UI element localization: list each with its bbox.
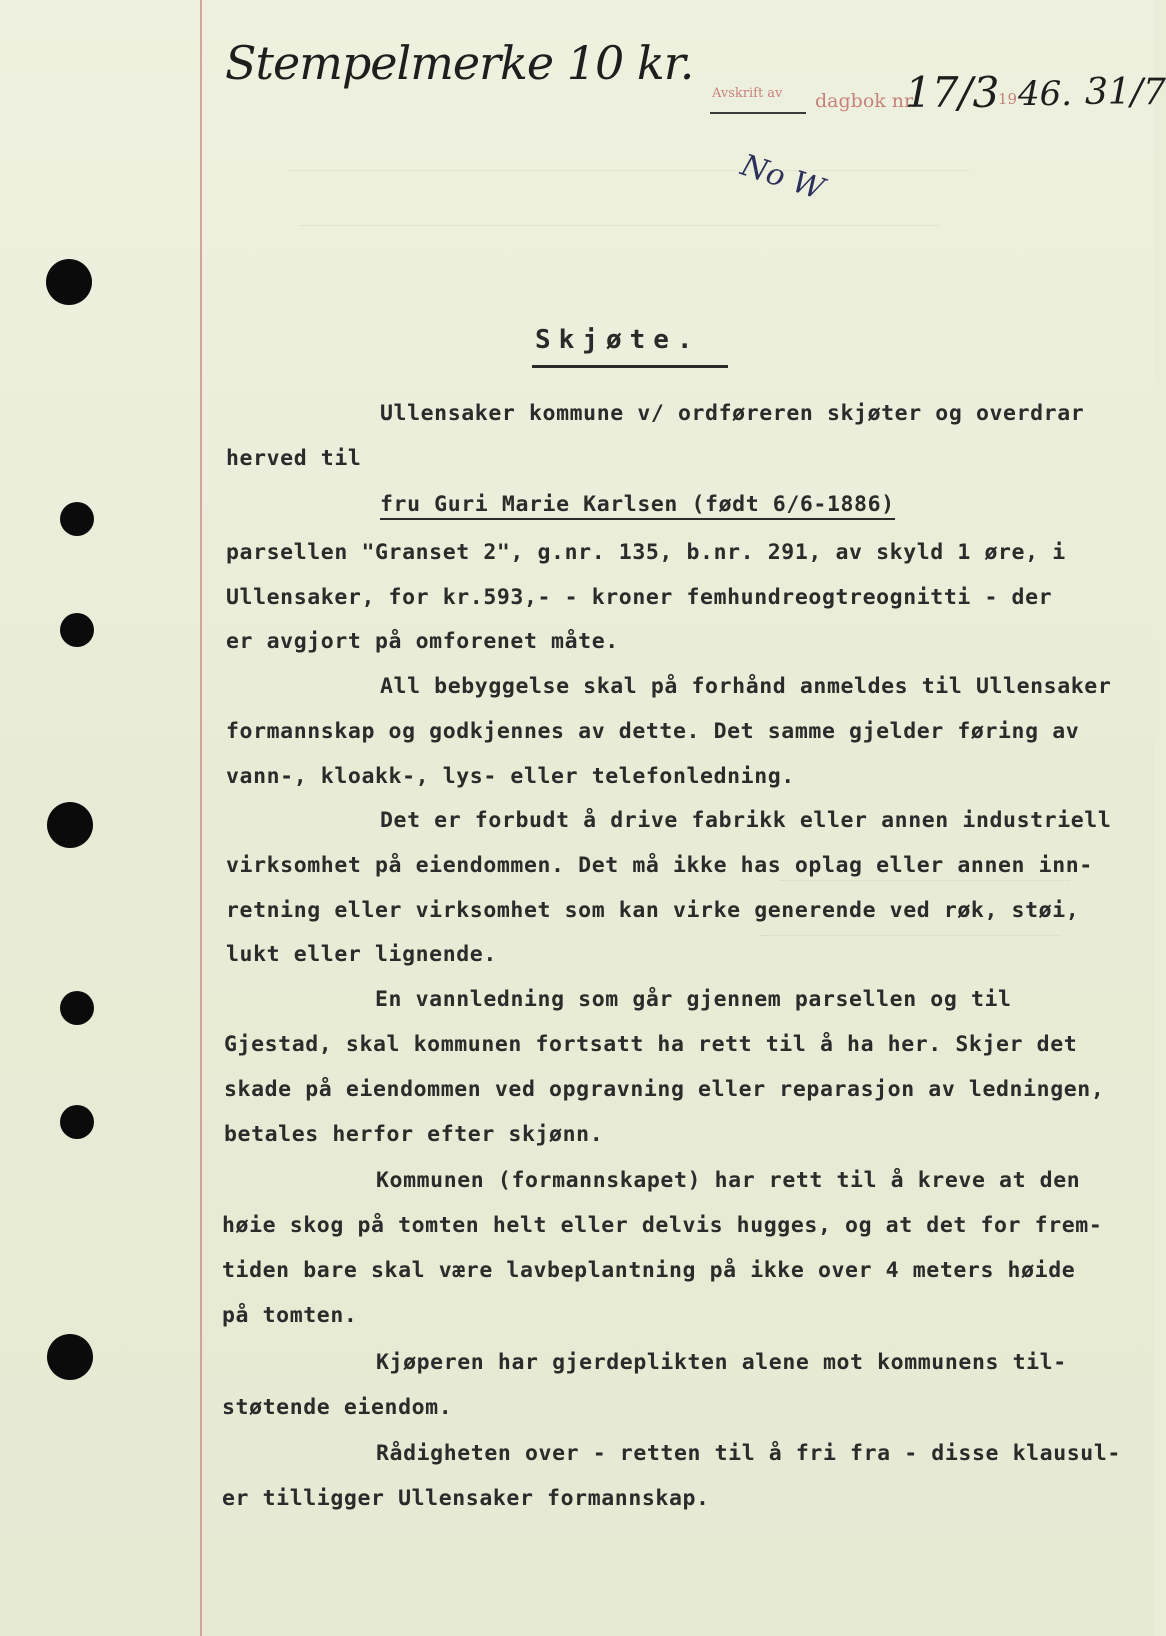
text-line: tiden bare skal være lavbeplantning på ikke over 4 meters høide [222,1258,1076,1283]
handwritten-mark: No W [736,147,829,208]
text-line: herved til [226,446,362,471]
text-line: vann-, kloakk-, lys- eller telefonledning. [226,764,795,789]
text-line: All bebyggelse skal på forhånd anmeldes til Ullensaker [380,674,1112,699]
text-line: er avgjort på omforenet måte. [226,629,619,654]
text-line: Kjøperen har gjerdeplikten alene mot kommunens til- [376,1350,1067,1375]
text-line: betales herfor efter skjønn. [224,1122,604,1147]
year-printed: 19 [998,90,1018,108]
year-handwritten: 46. [1018,74,1073,114]
handwritten-stamp-note: Stempelmerke 10 kr. [225,36,694,90]
punch-hole [60,991,94,1025]
dagbok-number: 17/3 [905,68,1000,117]
text-line: Ullensaker kommune v/ ordføreren skjøter og overdrar [380,401,1085,426]
text-line: er tilligger Ullensaker formannskap. [222,1486,710,1511]
margin-rule [200,0,202,1636]
punch-hole [60,613,94,647]
punch-hole [46,259,92,305]
text-line: Rådigheten over - retten til å fri fra - disse klausul- [376,1441,1121,1466]
text-line: parsellen "Granset 2", g.nr. 135, b.nr. 291, av skyld 1 øre, i [226,540,1066,565]
text-line: Ullensaker, for kr.593,- - kroner femhundreogtreognitti - der [226,585,1053,610]
show-through-text [300,225,940,244]
text-line: Gjestad, skal kommunen fortsatt ha rett til å ha her. Skjer det [224,1032,1078,1057]
punch-hole [47,802,93,848]
text-line: virksomhet på eiendommen. Det må ikke has oplag eller annen inn- [226,853,1093,878]
document-title: Skjøte. [535,325,701,355]
show-through-text [760,935,1060,954]
punch-hole [60,1105,94,1139]
text-line: Det er forbudt å drive fabrikk eller annen industriell [380,808,1112,833]
buyer-name-line: fru Guri Marie Karlsen (født 6/6-1886) [380,492,895,520]
text-line: på tomten. [222,1303,358,1328]
title-underline [532,365,728,368]
show-through-text [290,170,970,189]
text-line: støtende eiendom. [222,1395,453,1420]
show-through-text [780,880,1070,899]
stamp-label-avskrift: Avskrift av [712,86,783,101]
stamp-underline [710,112,806,114]
punch-hole [47,1334,93,1380]
date-handwritten: 31/7 [1085,72,1166,113]
text-line: formannskap og godkjennes av dette. Det samme gjelder føring av [226,719,1080,744]
text-line: høie skog på tomten helt eller delvis hugges, og at det for frem- [222,1213,1103,1238]
text-line: En vannledning som går gjennem parsellen og til [375,987,1012,1012]
text-line: lukt eller lignende. [226,942,497,967]
text-line: skade på eiendommen ved opgravning eller reparasjon av ledningen, [224,1077,1105,1102]
stamp-label-dagbok: dagbok nr. [815,90,918,112]
text-line: retning eller virksomhet som kan virke generende ved røk, støi, [226,898,1080,923]
punch-hole [60,502,94,536]
text-line: Kommunen (formannskapet) har rett til å kreve at den [376,1168,1081,1193]
